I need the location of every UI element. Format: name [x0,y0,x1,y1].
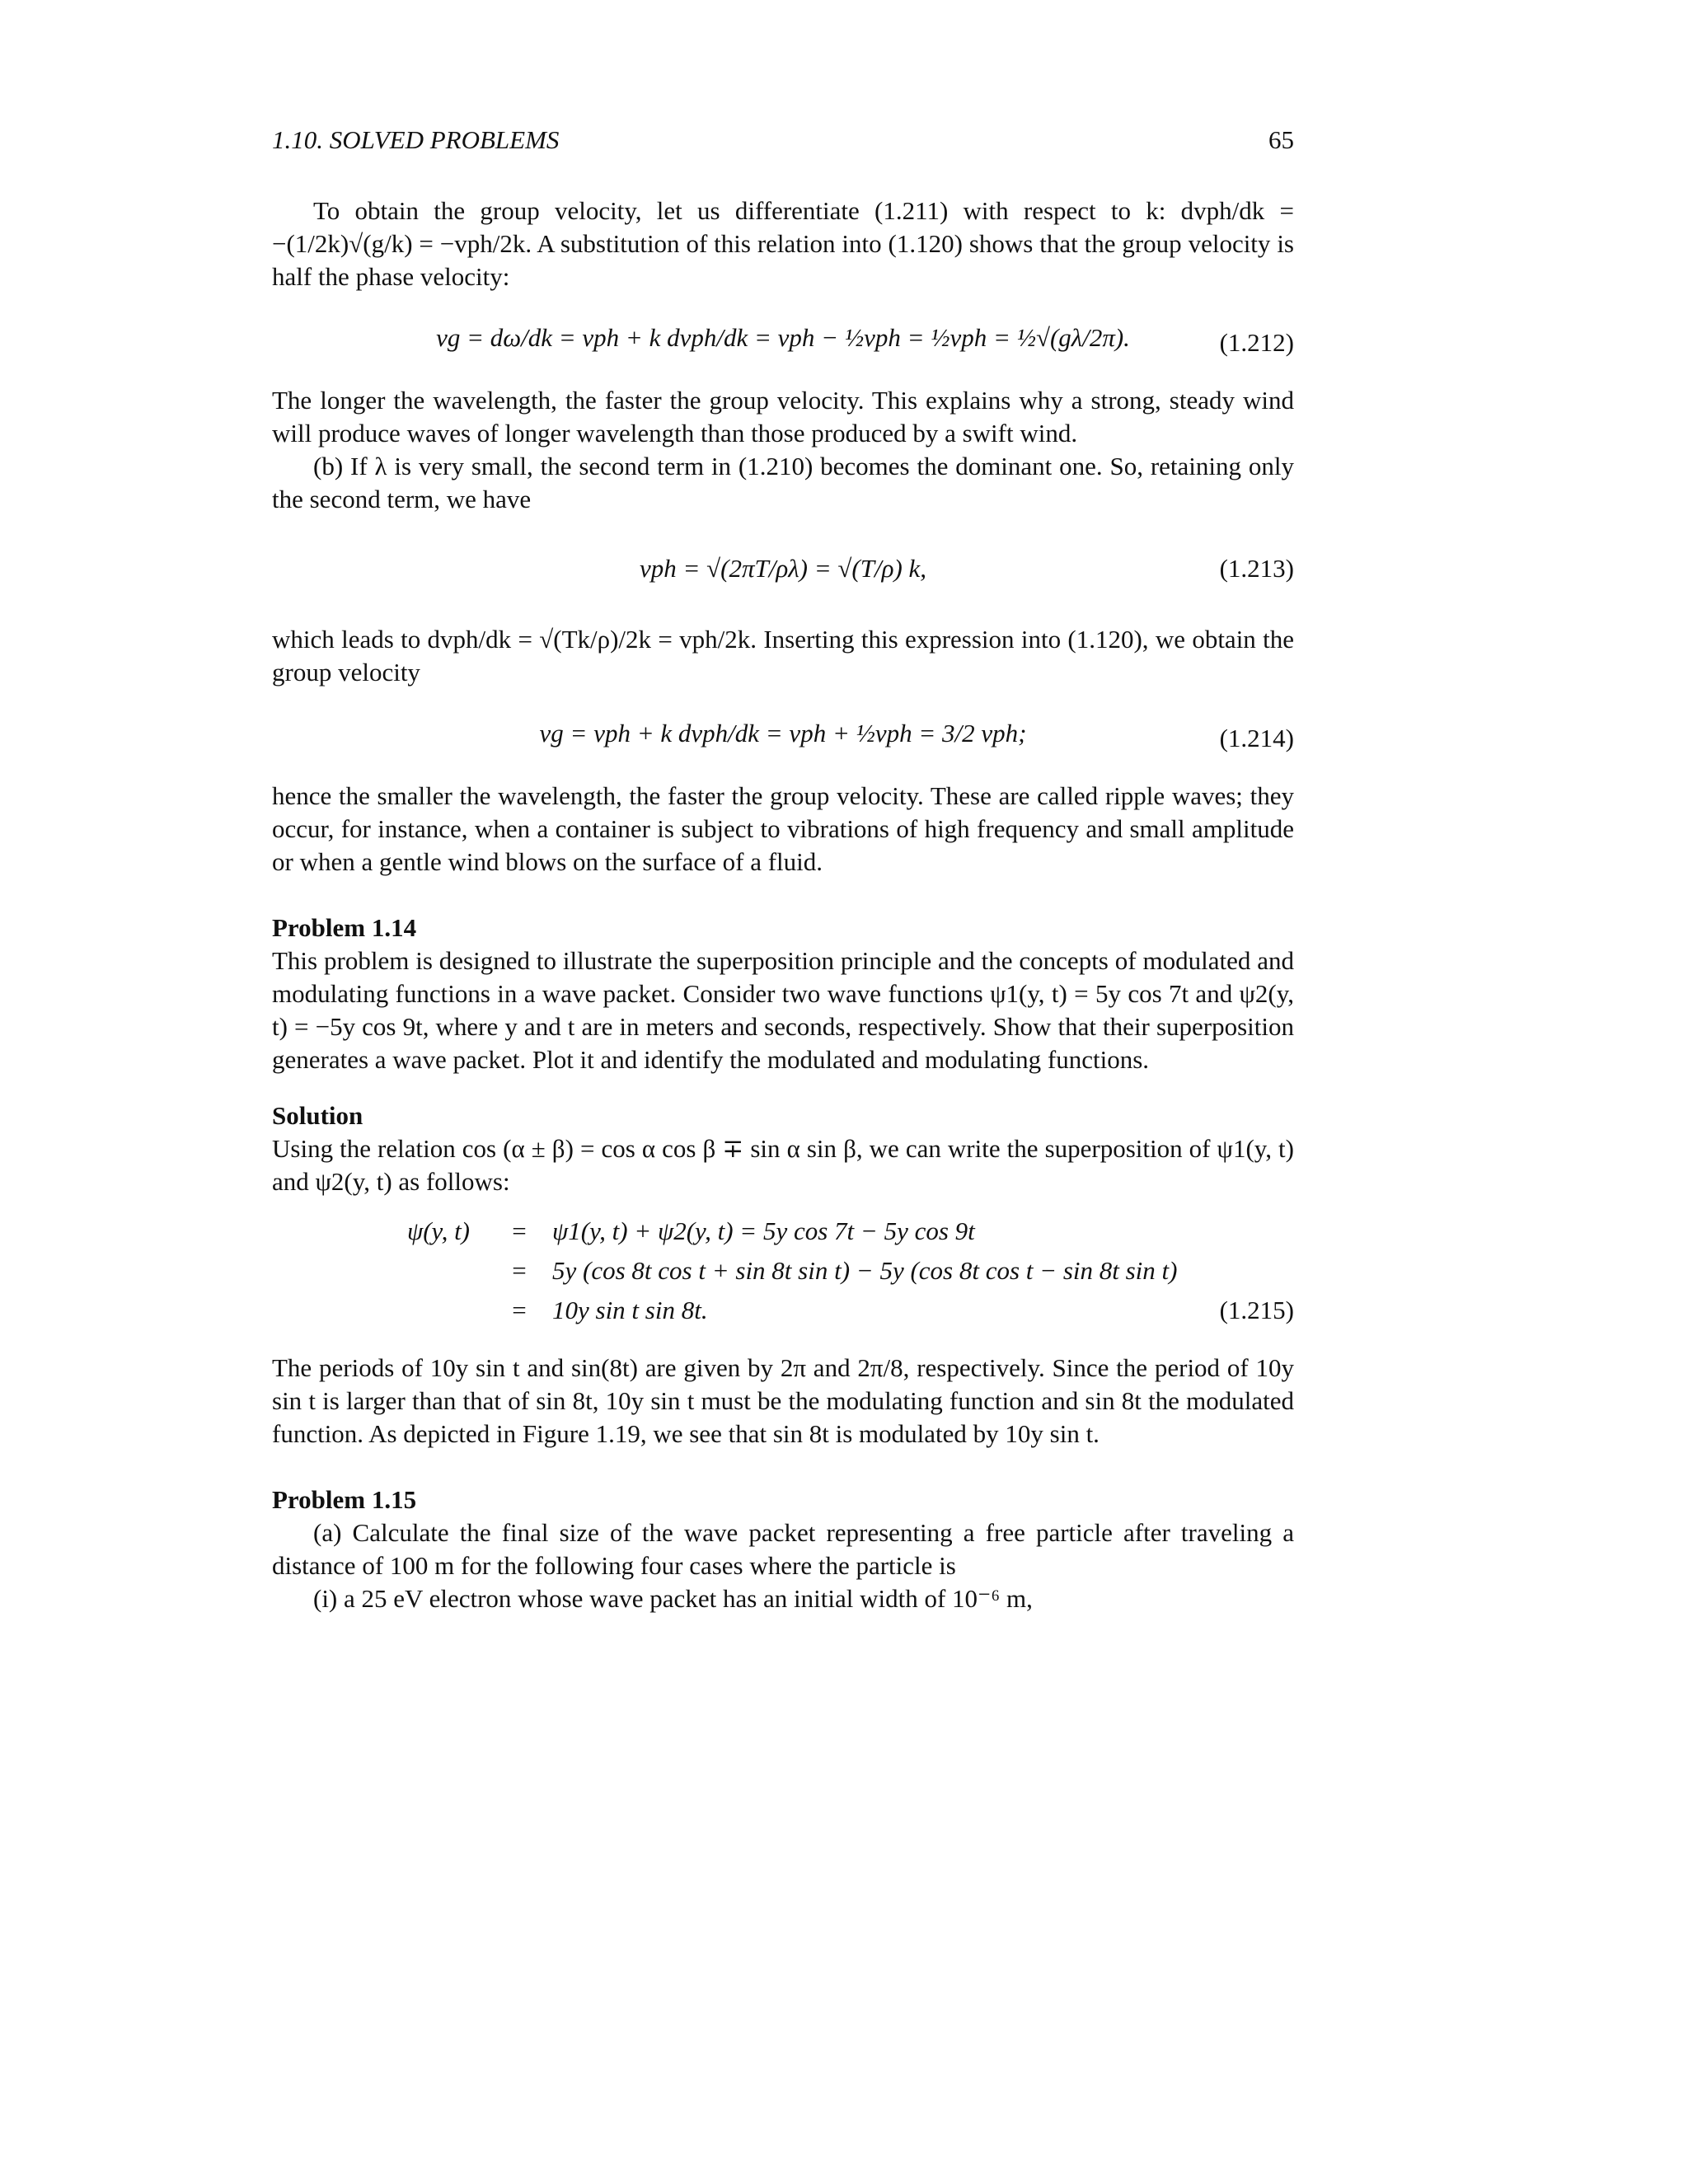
section-title: 1.10. SOLVED PROBLEMS [272,125,560,154]
equation-rhs: 5y (cos 8t cos t + sin 8t sin t) − 5y (cos 8t cos t − sin 8t sin t) [552,1256,1178,1285]
equation-rhs: 10y sin t sin 8t. [552,1296,708,1324]
equation-number: (1.214) [1219,724,1294,752]
equation-1-215 [272,1215,1294,1333]
equation-1-213 [272,531,1294,613]
paragraph-ripple-waves: hence the smaller the wavelength, the faster the group velocity. These are called ripple waves; they occur, for instance, when a container is subject to vibrations of high frequency and small amplitude or when a gentle wind blows on the surface of a fluid. [272,781,1294,876]
equals-sign: = [512,1216,527,1245]
equation-number: (1.213) [1219,554,1294,583]
paragraph-part-b: (b) If λ is very small, the second term in (1.210) becomes the dominant one. So, retaining only the second term, we have [272,452,1294,513]
equation-body: vph = √(2πT/ρλ) = √(T/ρ) k, [639,554,927,583]
problem-1-15-part-a: (a) Calculate the final size of the wave packet representing a free particle after traveling a distance of 100 m for the following four cases where the particle is [272,1518,1294,1580]
running-header [272,124,1294,165]
problem-1-14-text: This problem is designed to illustrate the superposition principle and the concepts of modulated and modulating functions in a wave packet. Consider two wave functions ψ1(y, t) = 5y cos 7t and ψ2(y, t) = −5y cos 9t, where y and t are in meters and seconds, respectively. Show that their superposition generates a wave packet. Plot it and identify the modulated and modulating functions. [272,946,1294,1074]
equation-row [272,1254,1294,1294]
problem-1-15-case-i: (i) a 25 eV electron whose wave packet has an initial width of 10⁻⁶ m, [313,1584,1033,1613]
paragraph-periods: The periods of 10y sin t and sin(8t) are given by 2π and 2π/8, respectively. Since the period of 10y sin t is larger than that of sin 8t, 10y sin t must be the modulating function and sin 8t the modulated function. As depicted in Figure 1.19, we see that sin 8t is modulated by 10y sin t. [272,1353,1294,1448]
equals-sign: = [512,1256,527,1285]
equation-number: (1.215) [1219,1296,1294,1324]
page [272,124,1294,1615]
solution-text: Using the relation cos (α ± β) = cos α cos β ∓ sin α sin β, we can write the superposition of ψ1(y, t) and ψ2(y, t) as follows: [272,1134,1294,1196]
page-number: 65 [1268,125,1294,154]
solution-title: Solution [272,1101,363,1130]
equation-rhs: ψ1(y, t) + ψ2(y, t) = 5y cos 7t − 5y cos 9t [552,1216,975,1245]
equation-1-214 [272,704,1294,770]
equation-1-212 [272,308,1294,374]
equation-lhs: ψ(y, t) [406,1216,470,1245]
equals-sign: = [512,1296,527,1324]
problem-1-15-title: Problem 1.15 [272,1485,417,1514]
paragraph-wavelength: The longer the wavelength, the faster the group velocity. This explains why a strong, steady wind will produce waves of longer wavelength than those produced by a swift wind. [272,386,1294,448]
problem-1-14-title: Problem 1.14 [272,913,417,942]
paragraph-leads-to: which leads to dvph/dk = √(Tk/ρ)/2k = vph/2k. Inserting this expression into (1.120), we obtain the group velocity [272,625,1294,687]
equation-row [272,1215,1294,1254]
paragraph-group-velocity: To obtain the group velocity, let us differentiate (1.211) with respect to k: dvph/dk = −(1/2k)√(g/k) = −vph/2k. A substitution of this relation into (1.120) shows that the group velocity is half the phase velocity: [272,196,1294,291]
equation-row [272,1294,1294,1333]
equation-number: (1.212) [1219,328,1294,357]
equation-body: vg = dω/dk = vph + k dvph/dk = vph − ½vph = ½vph = ½√(gλ/2π). [436,323,1130,352]
equation-body: vg = vph + k dvph/dk = vph + ½vph = 3/2 vph; [539,719,1027,748]
